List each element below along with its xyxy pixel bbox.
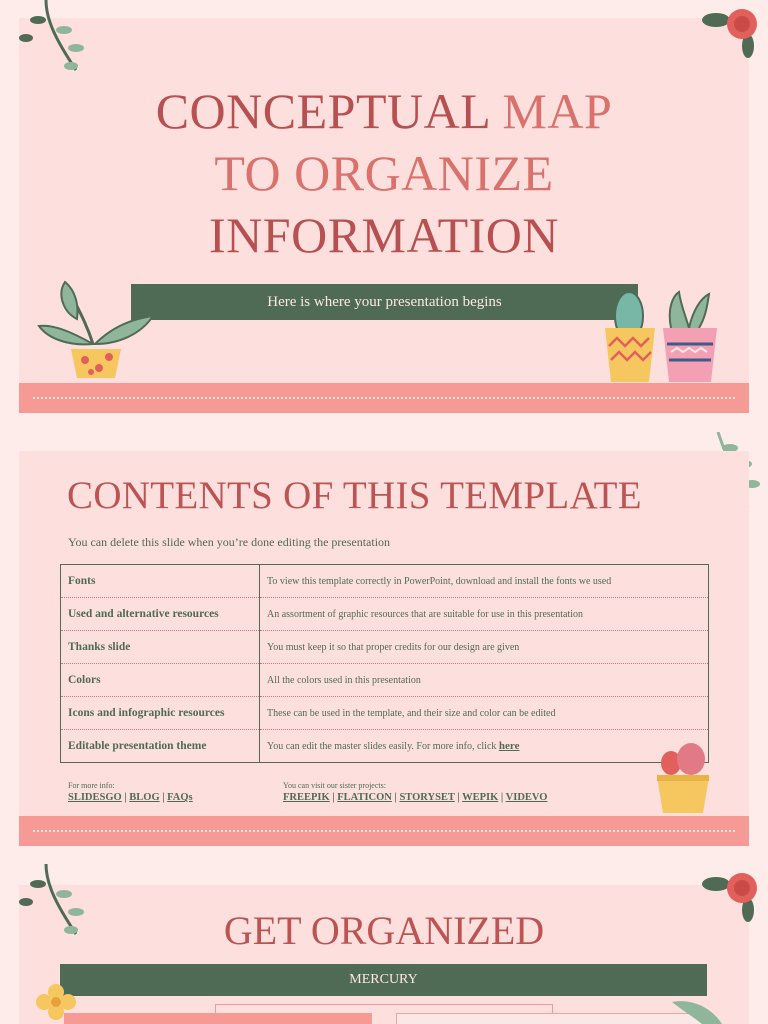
subtitle-bar: Here is where your presentation begins — [131, 284, 638, 320]
flower-icon — [34, 982, 78, 1024]
faqs-link[interactable]: FAQs — [167, 792, 193, 803]
table-row: Colors All the colors used in this presentation — [61, 664, 709, 697]
table-row: Icons and infographic resources These can be used in the template, and their size and color can be edited — [61, 697, 709, 730]
footer-sister-projects: You can visit our sister projects: FREEPIK | FLATICON | STORYSET | WEPIK | VIDEVO — [283, 781, 548, 803]
footer-more-info: For more info: SLIDESGO | BLOG | FAQs — [68, 781, 193, 803]
wepik-link[interactable]: WEPIK — [462, 792, 499, 803]
table-row: Thanks slide You must keep it so that proper credits for our design are given — [61, 631, 709, 664]
leaf-icon — [672, 998, 722, 1024]
title-slide — [19, 18, 749, 413]
blog-link[interactable]: BLOG — [129, 792, 160, 803]
storyset-link[interactable]: STORYSET — [399, 792, 455, 803]
rose-icon — [698, 2, 764, 62]
mercury-header: MERCURY — [60, 964, 707, 996]
videvo-link[interactable]: VIDEVO — [505, 792, 548, 803]
vine-icon — [16, 0, 96, 80]
bottom-band — [19, 383, 749, 413]
contents-table — [60, 564, 709, 763]
concept-box-right — [396, 1013, 706, 1024]
table-row: Used and alternative resources An assortment of graphic resources that are suitable for use in this presentation — [61, 598, 709, 631]
concept-box-left — [64, 1013, 372, 1024]
slide-title: CONCEPTUAL MAP TO ORGANIZE INFORMATION — [155, 83, 613, 263]
slidesgo-link[interactable]: SLIDESGO — [68, 792, 122, 803]
table-row: Editable presentation theme You can edit the master slides easily. For more info, click here — [61, 730, 709, 763]
cacti-pots-icon — [601, 288, 721, 384]
vine-icon — [16, 864, 96, 944]
slide-note: You can delete this slide when you’re done editing the presentation — [68, 535, 391, 549]
contents-slide — [19, 451, 749, 846]
cactus-pot-icon — [653, 743, 713, 815]
table-row: Fonts To view this template correctly in PowerPoint, download and install the fonts we used — [61, 565, 709, 598]
potted-plant-icon — [35, 264, 155, 384]
freepik-link[interactable]: FREEPIK — [283, 792, 330, 803]
flaticon-link[interactable]: FLATICON — [337, 792, 392, 803]
rose-icon — [698, 866, 764, 926]
slide-title: CONTENTS OF THIS TEMPLATE — [67, 474, 642, 517]
bottom-band — [19, 816, 749, 846]
here-link[interactable]: here — [498, 740, 520, 752]
slide-title: GET ORGANIZED — [223, 908, 545, 953]
get-organized-slide — [19, 885, 749, 1024]
